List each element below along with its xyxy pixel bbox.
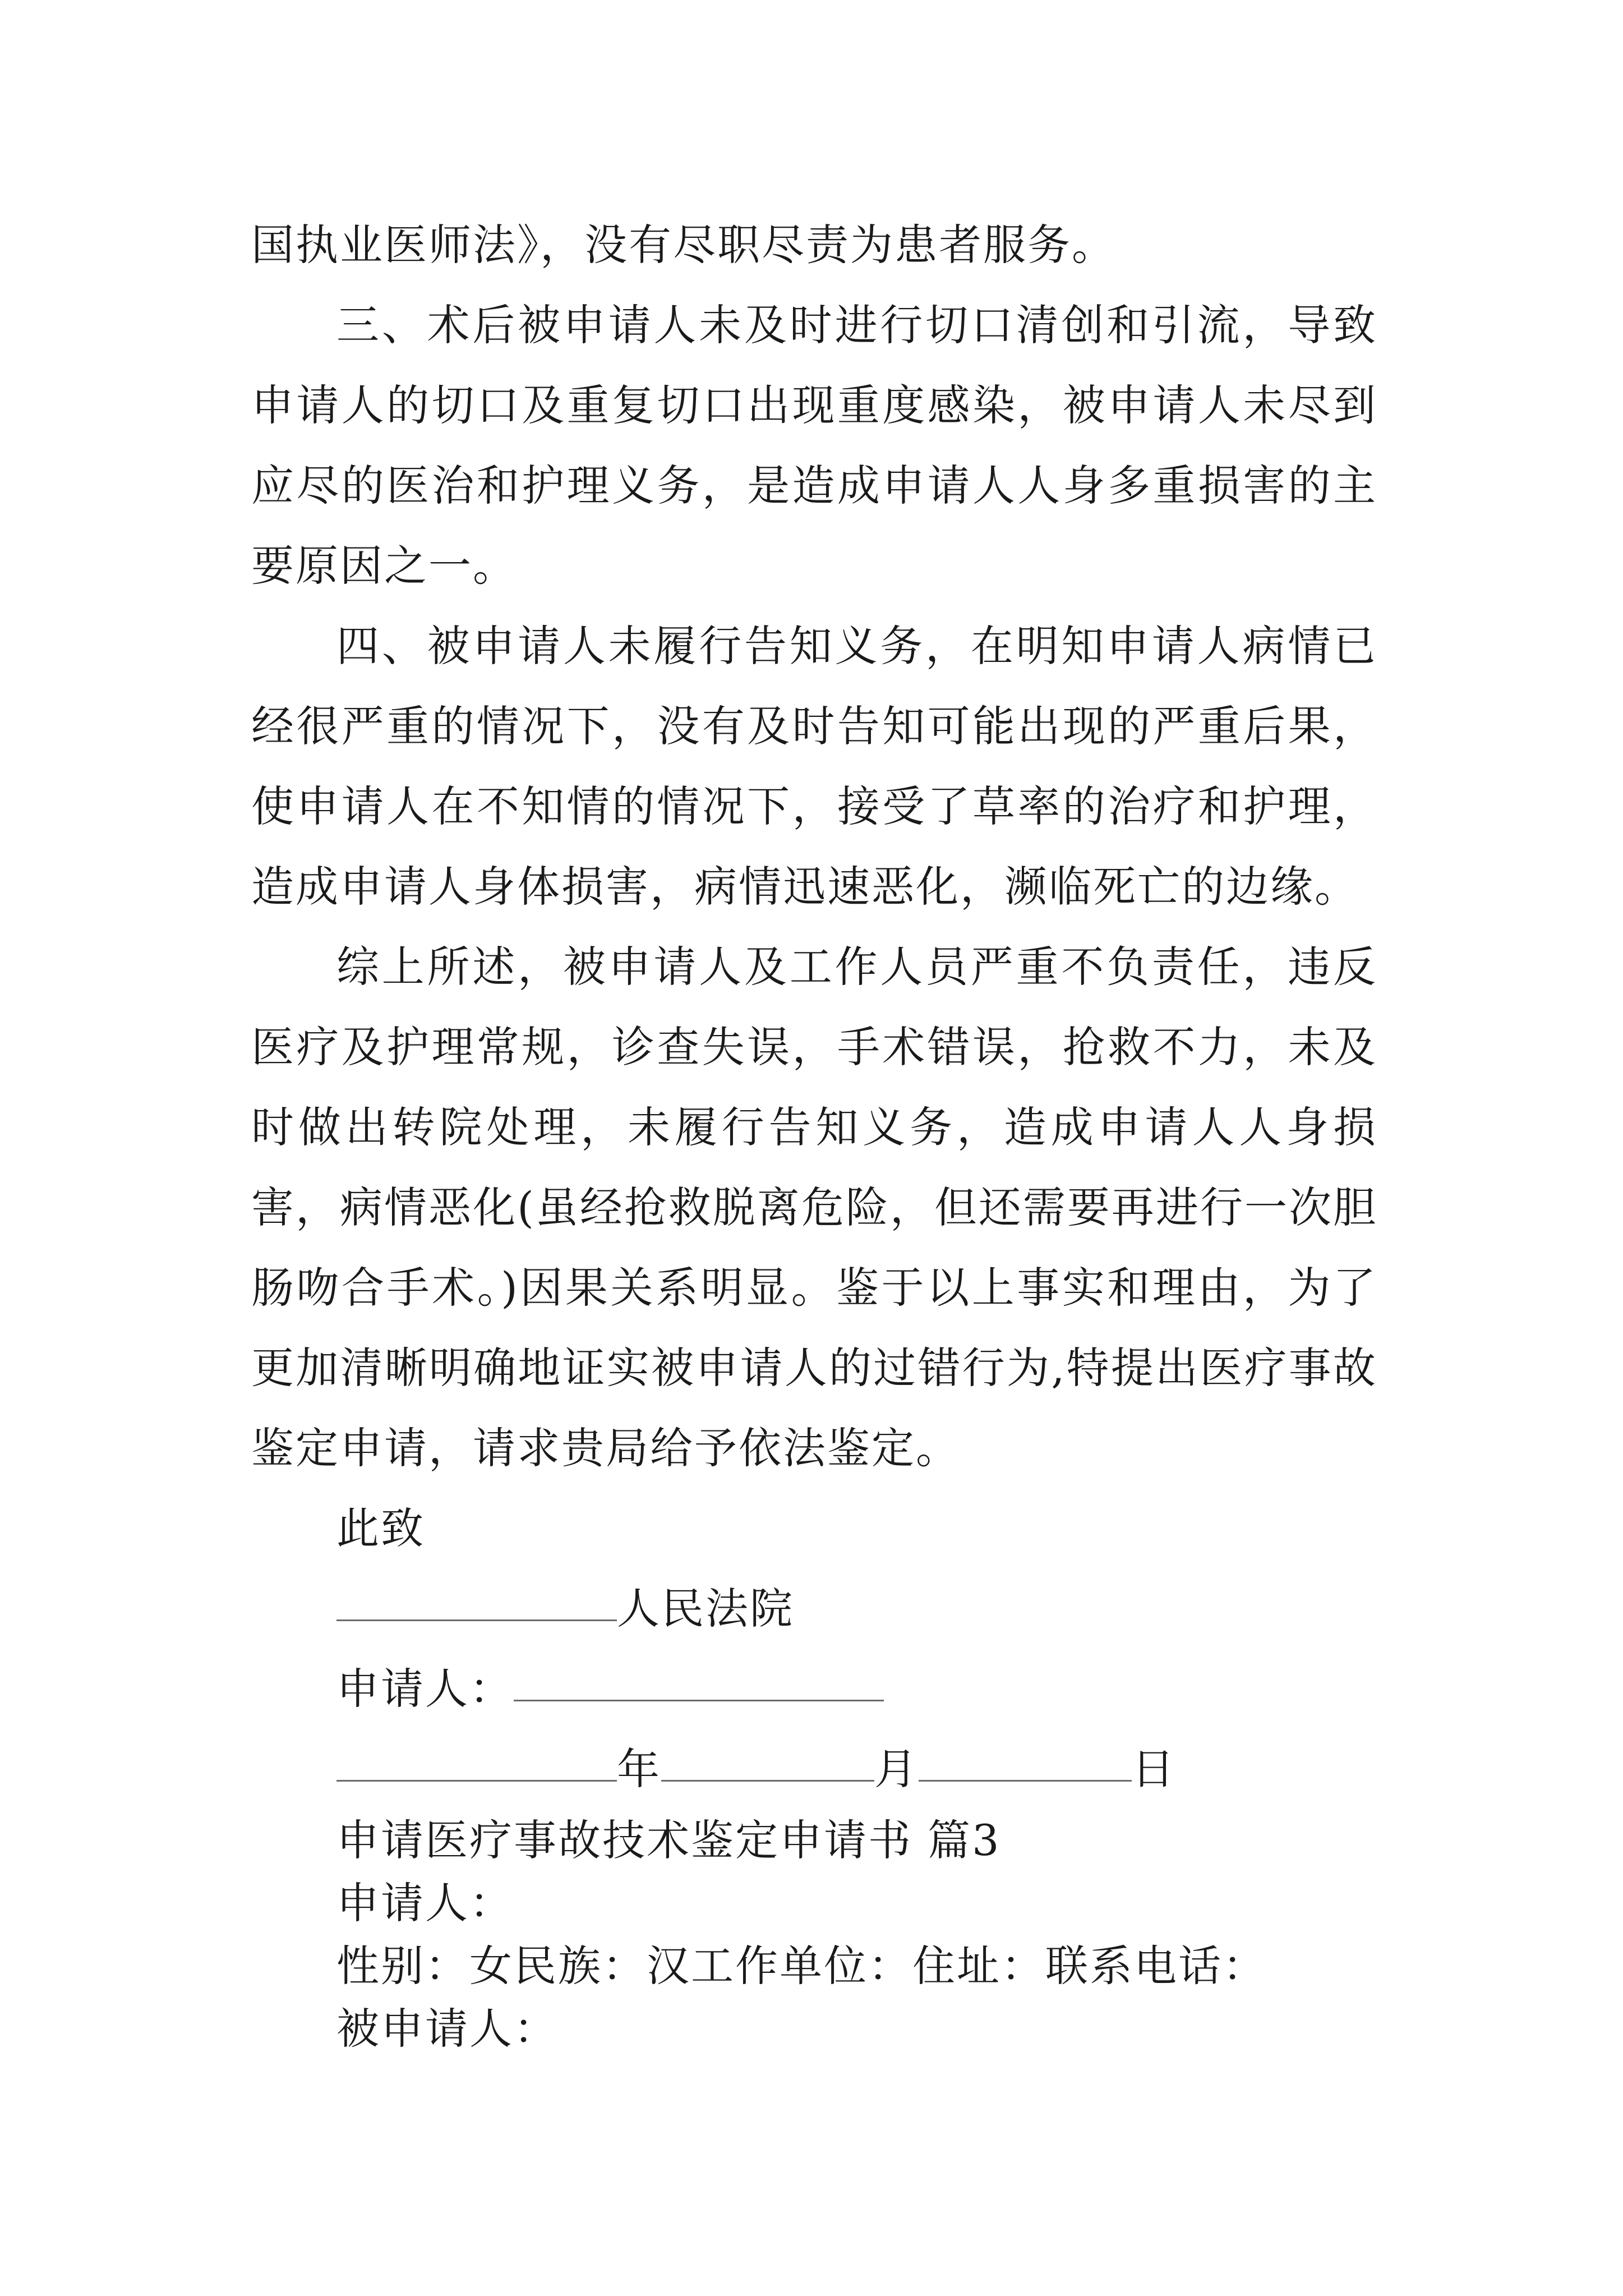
- court-blank: [336, 1575, 617, 1621]
- applicant-sign-blank: [514, 1655, 884, 1701]
- month-label: 月: [874, 1744, 919, 1794]
- paragraph-point-three: 三、术后被申请人未及时进行切口清创和引流，导致申请人的切口及重复切口出现重度感染，被申请人未尽到应尽的医治和护理义务，是造成申请人人身多重损害的主要原因之一。: [251, 300, 1377, 591]
- court-line: [251, 1568, 1377, 1649]
- court-suffix: 人民法院: [617, 1584, 794, 1634]
- section-applicant-details: 性别：女民族：汉工作单位：住址：联系电话：: [336, 1941, 1267, 1991]
- day-blank: [919, 1735, 1132, 1782]
- document-body: [251, 205, 1377, 2060]
- year-label: 年: [617, 1744, 661, 1794]
- applicant-sign-label: 申请人：: [336, 1664, 514, 1714]
- section-title: 申请医疗事故技术鉴定申请书 篇3: [336, 1815, 1001, 1865]
- section-respondent: 被申请人：: [336, 2004, 558, 2054]
- date-line: [251, 1729, 1377, 1809]
- paragraph-summary: 综上所述，被申请人及工作人员严重不负责任，违反医疗及护理常规，诊查失误，手术错误，抢救不力，未及时做出转院处理，未履行告知义务，造成申请人人身损害，病情恶化(虽经抢救脱离危险，但还需要再进行一次胆肠吻合手术。)因果关系明显。鉴于以上事实和理由，为了更加清晰明确地证实被申请人的过错行为,特提出医疗事故鉴定申请，请求贵局给予依法鉴定。: [251, 942, 1377, 1473]
- salutation: 此致: [336, 1503, 425, 1553]
- applicant-sign-line: [251, 1649, 1377, 1729]
- paragraph-point-four: 四、被申请人未履行告知义务，在明知申请人病情已经很严重的情况下，没有及时告知可能出现的严重后果，使申请人在不知情的情况下，接受了草率的治疗和护理，造成申请人身体损害，病情迅速恶化，濒临死亡的边缘。: [251, 621, 1377, 912]
- section-applicant: 申请人：: [336, 1878, 514, 1928]
- paragraph-continuation: 国执业医师法》，没有尽职尽责为患者服务。: [251, 220, 1116, 270]
- year-blank: [336, 1735, 617, 1782]
- day-label: 日: [1132, 1744, 1176, 1794]
- month-blank: [661, 1735, 874, 1782]
